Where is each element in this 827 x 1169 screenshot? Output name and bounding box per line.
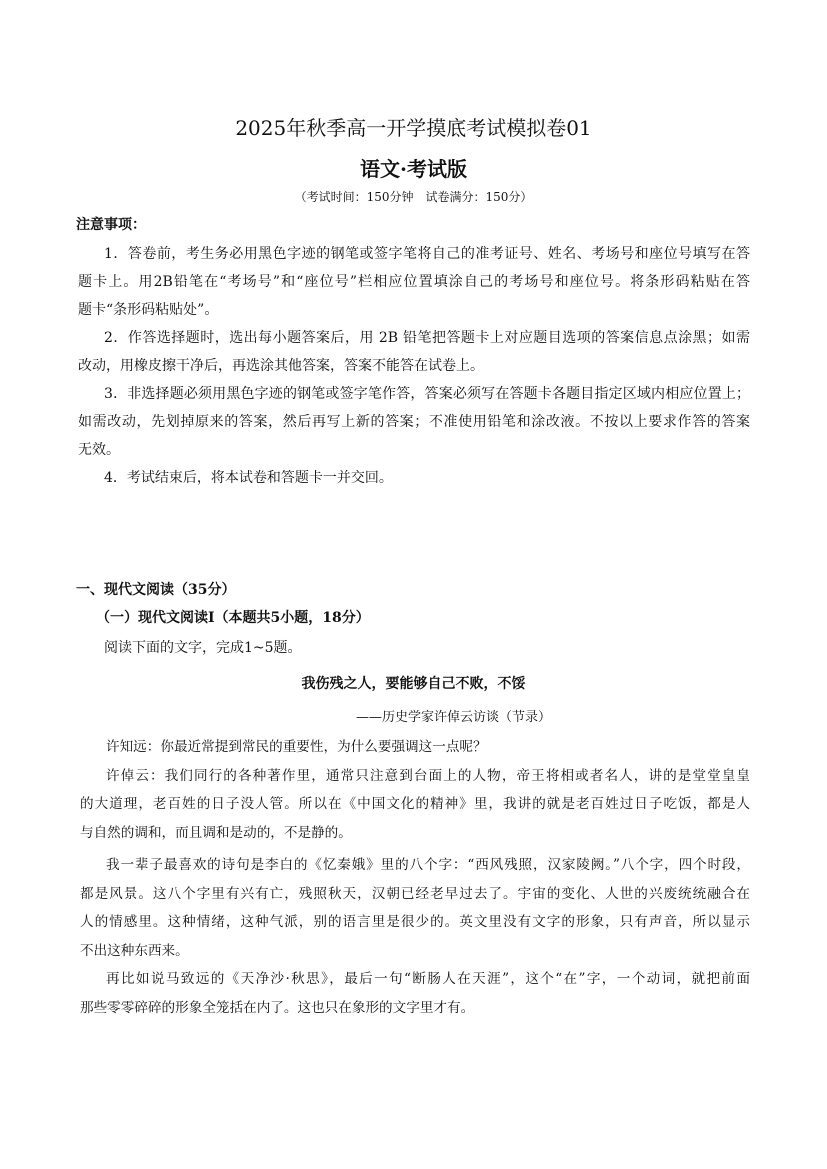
exam-info: （考试时间：150分钟 试卷满分：150分） xyxy=(294,190,533,204)
text-line: 2．作答选择题时，选出每小题答案后，用 2B 铅笔把答题卡上对应题目选项的答案信息点涂黑；如需 xyxy=(104,330,750,346)
exam-title: 2025年秋季高一开学摸底考试模拟卷01 xyxy=(235,116,592,140)
passage-title: 我伤残之人，要能够自己不败，不馁 xyxy=(301,676,526,692)
text-line: 1．答卷前，考生务必用黑色字迹的钢笔或签字笔将自己的准考证号、姓名、考场号和座位号填写在答 xyxy=(104,246,750,262)
text-line: 改动，用橡皮擦干净后，再选涂其他答案，答案不能答在试卷上。 xyxy=(78,358,484,374)
text-line: 许倬云：我们同行的各种著作里，通常只注意到台面上的人物，帝王将相或者名人，讲的是堂堂皇皇 xyxy=(106,767,750,784)
paragraph xyxy=(80,965,750,1022)
text-line: 那些零零碎碎的形象全笼括在内了。这也只在象形的文字里才有。 xyxy=(80,999,475,1016)
text-line: 3．非选择题必须用黑色字迹的钢笔或签字笔作答，答案必须写在答题卡各题目指定区域内相应位置上； xyxy=(104,386,750,402)
text-line: 都是风景。这八个字里有兴有亡，残照秋天，汉朝已经老早过去了。宇宙的变化、人世的兴废统统融合在 xyxy=(80,885,750,902)
text-line: 题卡“条形码粘贴处”。 xyxy=(78,302,219,318)
text-line: 我一辈子最喜欢的诗句是李白的《忆秦娥》里的八个字：“西风残照，汉家陵阙。”八个字，四个时段， xyxy=(106,857,750,873)
text-line: 的大道理，老百姓的日子没人管。所以在《中国文化的精神》里，我讲的就是老百姓过日子吃饭，都是人 xyxy=(80,796,750,812)
text-line: 再比如说马致远的《天净沙·秋思》，最后一句“断肠人在天涯”，这个“在”字，一个动词，就把前面 xyxy=(106,971,750,987)
text-line: 不出这种东西来。 xyxy=(80,942,189,959)
notice-item-4 xyxy=(78,464,750,492)
text-line: 题卡上。用2B铅笔在“考场号”和“座位号”栏相应位置填涂自己的考场号和座位号。将条形码粘贴在答 xyxy=(78,274,750,290)
text-line: 与自然的调和，而且调和是动的，不是静的。 xyxy=(80,824,352,841)
text-line: 如需改动，先划掉原来的答案，然后再写上新的答案；不准使用铅笔和涂改液。不按以上要求作答的答案 xyxy=(78,414,750,430)
notice-item-2 xyxy=(78,324,750,380)
text-line: 许知远：你最近常提到常民的重要性，为什么要强调这一点呢？ xyxy=(106,739,487,755)
paragraph xyxy=(80,733,750,762)
passage-body xyxy=(80,733,750,1022)
notice-list xyxy=(78,240,750,492)
text-line: 人的情感里。这种情绪，这种气派，别的语言里是很少的。英文里没有文字的形象，只有声音，所以显示 xyxy=(80,914,750,930)
notice-item-1 xyxy=(78,240,750,324)
notice-heading: 注意事项： xyxy=(76,217,146,233)
passage-byline: ——历史学家许倬云访谈（节录） xyxy=(355,710,551,725)
section-heading: 一、现代文阅读（35分） xyxy=(76,582,236,598)
notice-item-3 xyxy=(78,380,750,464)
paragraph xyxy=(80,762,750,848)
instruction: 阅读下面的文字，完成1~5题。 xyxy=(104,640,302,656)
exam-subtitle: 语文·考试版 xyxy=(360,157,467,181)
section-subheading: （一）现代文阅读Ⅰ（本题共5小题，18分） xyxy=(96,610,370,626)
text-line: 无效。 xyxy=(78,442,120,458)
paragraph xyxy=(80,851,750,965)
text-line: 4．考试结束后，将本试卷和答题卡一并交回。 xyxy=(104,470,393,486)
